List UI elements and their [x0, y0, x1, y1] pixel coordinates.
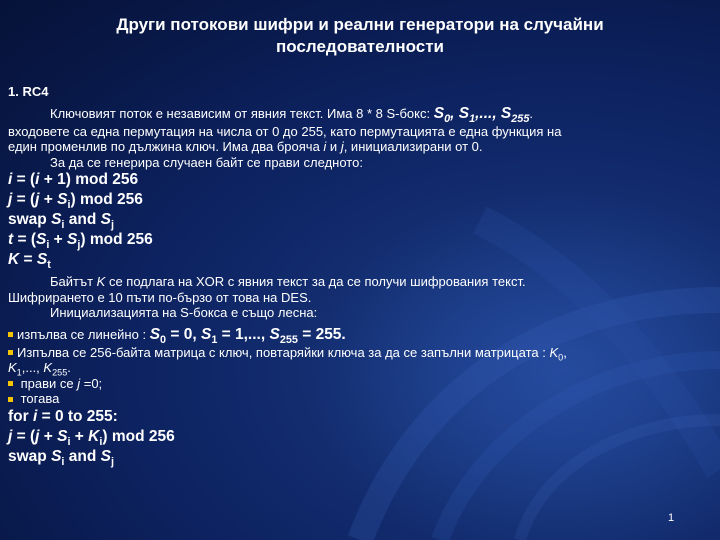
title-line-1: Други потокови шифри и реални генератори на случайни	[116, 15, 604, 34]
square-bullet-icon	[8, 332, 13, 337]
paragraph-3-line-2: Шифрирането е 10 пъти по-бързо от това на DES.	[8, 289, 312, 305]
slide-title	[40, 14, 680, 58]
formula-k: $K = S_t$	[8, 251, 51, 272]
paragraph-2: За да се генерира случаен байт се прави следното:	[50, 154, 363, 170]
formula-i: i = (i + 1) mod 256	[8, 171, 139, 188]
formula-for: for i = 0 to 255:	[8, 407, 118, 425]
bullet-item-1: изпълва се линейно : $S_0 = 0$, $S_1 = 1$,..., $S_{255} = 255$.	[8, 325, 714, 345]
section-heading: 1. RC4	[8, 84, 49, 99]
formula-swap-2: swap $S_i$ and $S_j$	[8, 447, 114, 468]
slide-content	[8, 84, 714, 467]
paragraph-4: Инициализацията на S-бокса е също лесна:	[50, 305, 318, 320]
bullet-item-2-line-1: Изпълва се 256-байта матрица с ключ, повтаряйки ключа за да се запълни матрицата : $K_0$,	[8, 345, 714, 361]
paragraph-1-line-2: входовете са една пермутация на числа от 0 до 255, като пермутацията е една функция на	[8, 123, 562, 139]
title-line-2: последователности	[275, 37, 444, 56]
formula-swap: swap $S_i$ and $S_j$	[8, 211, 114, 232]
formula-j-key: $j = (j + S_i + K_i)$ mod 256	[8, 427, 175, 448]
paragraph-3-line-1: Байтът K се подлага на XOR с явния текст за да се получи шифрования текст.	[50, 274, 526, 289]
square-bullet-icon	[8, 381, 13, 386]
bullet-item-2-line-2: $K_1$,..., $K_{255}$.	[8, 360, 71, 378]
sbox-formula: $S_0$, $S_1$,..., $S_{255}$	[433, 104, 530, 125]
bullet-item-3: прави се j =0;	[8, 376, 714, 392]
formula-j: $j = (j + S_i)$ mod 256	[8, 191, 143, 212]
square-bullet-icon	[8, 350, 13, 355]
page-number: 1	[668, 512, 675, 524]
bullet-item-4: тогава	[8, 391, 714, 407]
paragraph-1-line-3: един променлив по дължина ключ. Има два брояча i и j, инициализирани от 0.	[8, 139, 483, 154]
square-bullet-icon	[8, 397, 13, 402]
paragraph-1-text: Ключовият поток е независим от явния текст. Има 8 * 8 S-бокс:	[50, 105, 434, 121]
formula-t: $t = (S_i + S_j)$ mod 256	[8, 231, 153, 252]
paragraph-1-line-1: Ключовият поток е независим от явния текст. Има 8 * 8 S-бокс: $S_0$, $S_1$,..., $S_{255}$.	[50, 104, 533, 125]
